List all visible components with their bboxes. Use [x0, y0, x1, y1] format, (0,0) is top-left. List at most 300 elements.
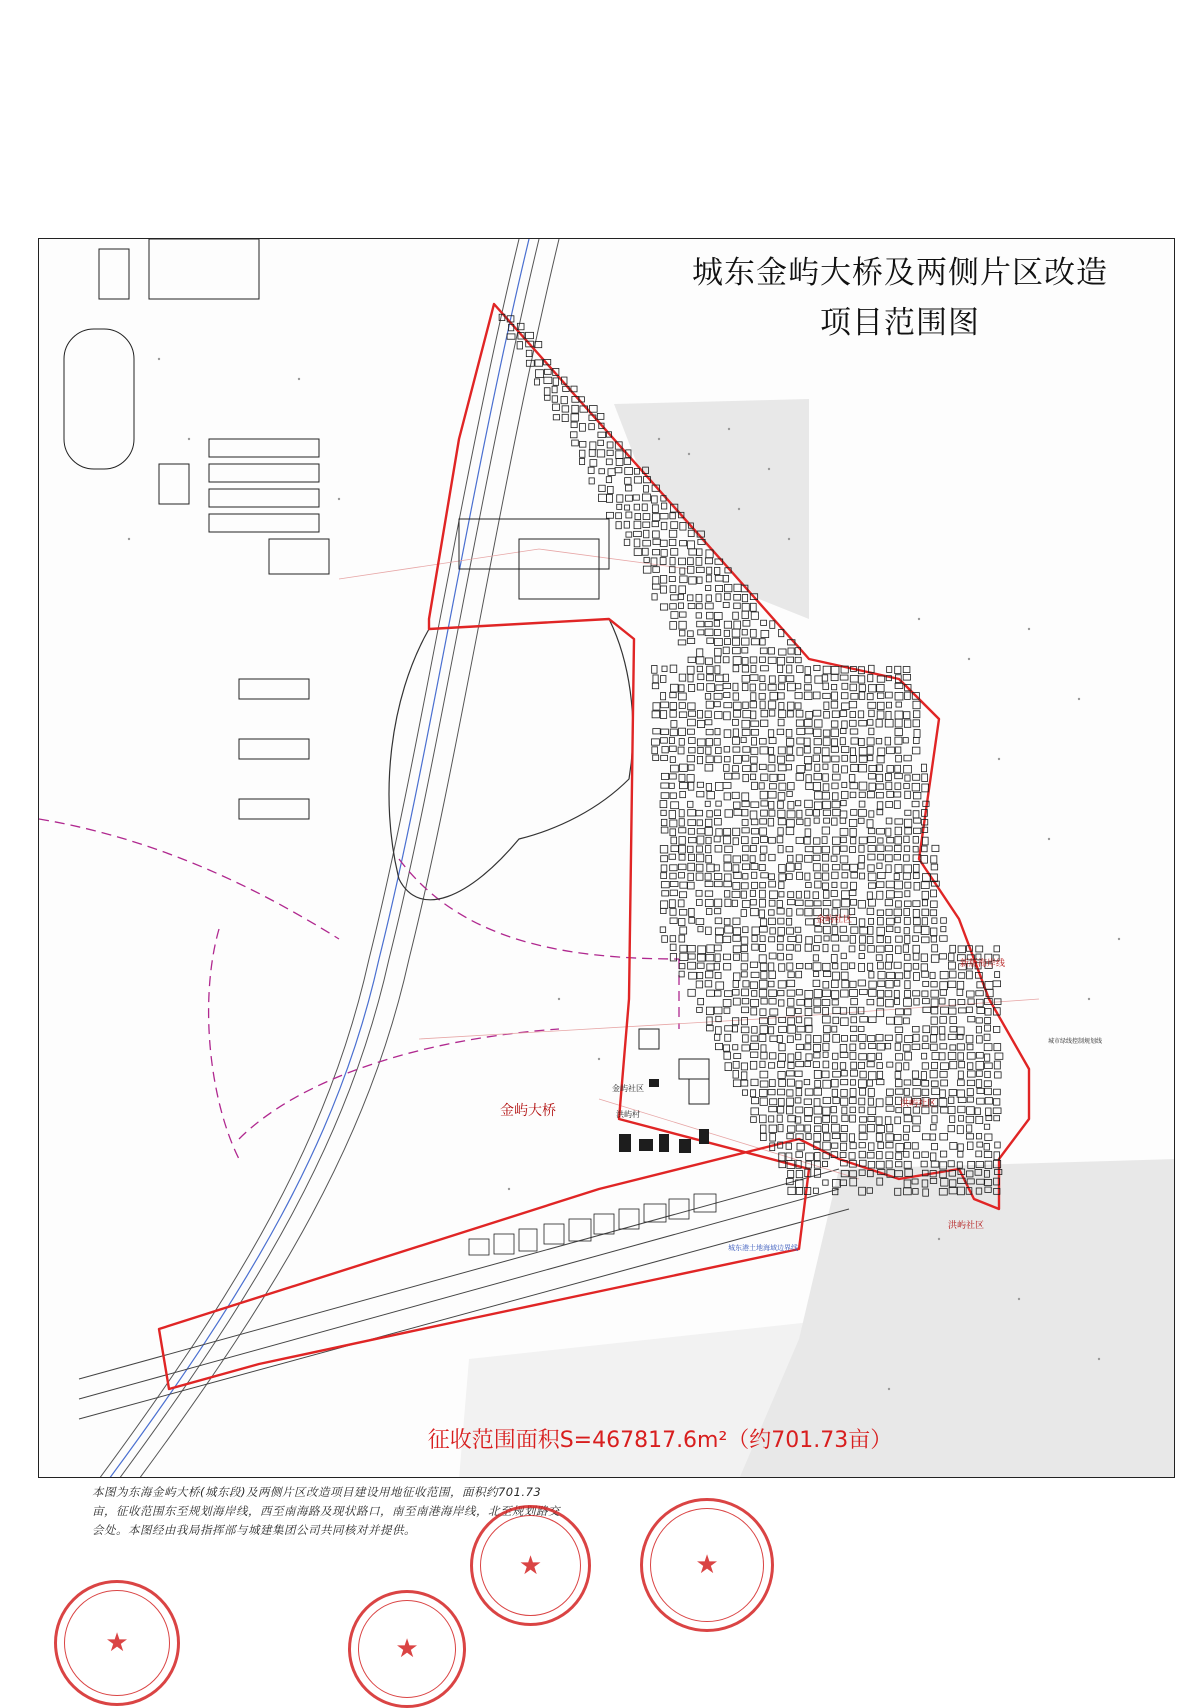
village-building: [778, 801, 784, 808]
village-building: [868, 899, 875, 906]
village-building: [715, 648, 722, 656]
village-building: [813, 755, 819, 761]
village-building: [895, 765, 901, 772]
village-building: [761, 810, 768, 816]
village-building: [705, 873, 711, 880]
village-building: [904, 901, 911, 906]
village-building: [895, 1117, 901, 1124]
village-building: [723, 1045, 729, 1051]
village-building: [813, 864, 820, 871]
village-building: [778, 845, 783, 852]
village-building: [715, 575, 723, 581]
village-building: [705, 629, 713, 636]
village-building: [743, 766, 751, 772]
village-building: [733, 928, 740, 935]
village-building: [894, 792, 901, 797]
village-building: [832, 980, 839, 987]
village-building: [768, 657, 776, 663]
village-building: [705, 558, 712, 564]
village-building: [743, 927, 748, 933]
village-building: [796, 1125, 804, 1131]
village-building: [823, 926, 830, 933]
village-building: [921, 926, 929, 934]
village-building: [904, 1018, 910, 1024]
village-building: [904, 755, 911, 761]
village-building: [869, 1017, 876, 1023]
village-building: [967, 1125, 972, 1132]
village-building: [788, 801, 794, 809]
village-building: [760, 701, 765, 709]
village-building: [733, 946, 741, 953]
village-building: [535, 379, 540, 385]
village-building: [661, 901, 668, 908]
village-building: [760, 854, 765, 860]
village-building: [705, 720, 712, 725]
village-building: [653, 729, 660, 734]
village-building: [697, 649, 703, 657]
village-building: [823, 784, 829, 791]
village-building: [696, 567, 704, 572]
village-building: [687, 595, 692, 601]
village-building: [976, 1071, 982, 1077]
village-building: [851, 882, 857, 889]
village-building: [842, 891, 850, 899]
village-building: [950, 1142, 957, 1149]
village-building: [535, 360, 543, 366]
village-building: [814, 1053, 820, 1058]
village-building: [714, 620, 719, 626]
village-building: [833, 1097, 839, 1103]
village-building: [813, 955, 818, 961]
village-building: [678, 864, 686, 870]
village-building: [679, 712, 686, 718]
village-building: [760, 828, 767, 835]
village-building: [894, 1134, 901, 1140]
village-building: [995, 1142, 1000, 1148]
village-building: [697, 683, 703, 690]
village-building: [832, 872, 838, 879]
village-building: [752, 782, 758, 789]
village-building: [572, 405, 578, 413]
village-building: [814, 946, 820, 951]
village-building: [913, 720, 919, 727]
village-building: [716, 594, 721, 602]
village-building: [751, 721, 759, 726]
village-building: [985, 1071, 991, 1077]
village-building: [742, 658, 748, 665]
village-building: [760, 919, 766, 926]
village-building: [859, 1133, 867, 1139]
village-building: [868, 883, 875, 888]
village-building: [885, 900, 892, 906]
village-building: [769, 676, 775, 683]
village-building: [805, 800, 813, 807]
village-building: [851, 738, 858, 744]
village-building: [813, 980, 820, 986]
village-building: [931, 901, 938, 908]
village-building: [885, 773, 891, 780]
village-building: [751, 829, 758, 834]
village-building: [822, 846, 829, 853]
village-building: [876, 1035, 883, 1041]
village-building: [840, 711, 847, 717]
village-building: [895, 1162, 901, 1167]
village-building: [877, 891, 883, 899]
village-building: [868, 873, 876, 881]
village-building: [742, 820, 748, 826]
village-building: [761, 630, 769, 637]
village-building: [878, 981, 885, 987]
village-building: [805, 728, 813, 734]
village-building: [867, 1152, 874, 1158]
village-building: [670, 865, 677, 871]
village-building: [660, 575, 666, 583]
village-building: [652, 683, 658, 689]
village-building: [590, 460, 597, 467]
village-building: [941, 1080, 948, 1086]
village-building: [696, 613, 701, 618]
village-building: [751, 639, 759, 645]
village-building: [885, 692, 892, 698]
village-building: [824, 1026, 831, 1033]
village-building: [661, 773, 668, 779]
village-building: [696, 873, 703, 880]
village-building: [697, 782, 703, 787]
village-building: [815, 720, 822, 727]
village-building: [770, 621, 775, 628]
village-building: [895, 999, 900, 1005]
village-building: [552, 396, 557, 402]
village-building: [688, 541, 695, 549]
village-building: [660, 586, 666, 593]
village-building: [670, 829, 676, 836]
village-building: [579, 423, 585, 431]
village-building: [788, 998, 794, 1006]
village-building: [715, 972, 721, 978]
village-building: [779, 703, 784, 710]
village-building: [769, 810, 775, 816]
village-building: [707, 666, 713, 673]
village-building: [805, 1125, 811, 1132]
village-building: [752, 935, 757, 941]
village-building: [895, 927, 900, 932]
village-building: [787, 820, 795, 827]
village-building: [840, 1044, 847, 1052]
village-building: [787, 1036, 793, 1043]
village-building: [886, 909, 892, 915]
village-building: [742, 729, 750, 735]
map-canvas: [39, 239, 1175, 1478]
village-building: [616, 513, 622, 519]
village-building: [940, 1151, 946, 1157]
village-building: [886, 702, 891, 708]
village-building: [868, 854, 875, 860]
village-building: [832, 927, 838, 935]
village-building: [914, 882, 920, 890]
village-building: [768, 730, 773, 737]
village-building: [705, 658, 712, 664]
village-building: [986, 1108, 991, 1116]
village-building: [932, 845, 939, 851]
village-building: [806, 1035, 811, 1043]
village-building: [832, 793, 838, 800]
village-building: [634, 504, 639, 510]
village-building: [742, 989, 749, 996]
village-building: [761, 710, 768, 717]
village-building: [922, 991, 928, 997]
village-building: [687, 566, 693, 573]
village-building: [851, 838, 856, 844]
village-building: [669, 854, 675, 859]
village-building: [734, 809, 742, 815]
village-building: [679, 703, 685, 709]
village-building: [842, 865, 849, 870]
village-building: [743, 747, 750, 753]
village-building: [678, 845, 685, 853]
village-building: [913, 991, 920, 996]
village-building: [788, 936, 796, 941]
village-building: [644, 530, 649, 538]
village-building: [913, 774, 920, 780]
village-building: [877, 863, 882, 868]
village-building: [680, 612, 687, 617]
village-building: [778, 1000, 784, 1006]
village-building: [670, 604, 677, 609]
village-building: [787, 1071, 795, 1076]
village-building: [760, 1061, 765, 1067]
village-building: [959, 1116, 964, 1121]
village-building: [786, 729, 792, 737]
village-building: [786, 764, 791, 769]
village-building: [707, 945, 714, 953]
village-building: [887, 838, 894, 843]
village-building: [876, 1099, 883, 1107]
village-building: [517, 342, 522, 349]
village-building: [616, 522, 621, 529]
village-building: [831, 991, 838, 999]
village-building: [886, 881, 894, 888]
village-building: [788, 1116, 796, 1122]
village-building: [606, 512, 613, 518]
village-building: [886, 711, 891, 719]
village-building: [705, 603, 713, 609]
village-building: [679, 971, 684, 977]
village-building: [779, 1054, 786, 1062]
village-building: [725, 1026, 733, 1031]
village-building: [653, 514, 660, 521]
village-building: [921, 954, 927, 961]
village-building: [904, 963, 911, 970]
village-building: [805, 818, 810, 826]
village-building: [561, 397, 567, 404]
village-building: [967, 1063, 972, 1070]
village-building: [905, 991, 911, 998]
village-building: [904, 1063, 909, 1070]
village-building: [822, 1124, 828, 1132]
village-building: [777, 944, 783, 950]
village-building: [904, 1143, 910, 1149]
village-building: [867, 791, 874, 797]
village-building: [886, 1017, 894, 1024]
village-building: [921, 764, 926, 772]
village-building: [707, 638, 714, 643]
village-building: [696, 846, 702, 852]
village-building: [660, 514, 668, 519]
village-building: [742, 647, 748, 653]
village-building: [923, 1036, 928, 1041]
village-building: [806, 937, 813, 944]
village-building: [725, 810, 733, 817]
village-building: [860, 1017, 868, 1022]
village-building: [687, 729, 694, 734]
village-building: [805, 990, 813, 998]
village-building: [913, 936, 919, 942]
village-building: [940, 1044, 947, 1049]
village-building: [850, 1089, 856, 1097]
village-building: [751, 693, 756, 701]
village-building: [643, 486, 648, 492]
village-building: [822, 748, 829, 756]
village-building: [877, 910, 883, 916]
village-building: [680, 945, 687, 952]
village-building: [678, 603, 683, 609]
village-building: [786, 1143, 791, 1149]
village-building: [805, 1116, 812, 1121]
village-building: [967, 1097, 973, 1102]
village-building: [895, 865, 902, 873]
village-building: [743, 981, 749, 987]
village-building: [616, 451, 623, 459]
village-building: [643, 514, 650, 520]
village-building: [742, 809, 748, 815]
village-building: [716, 747, 722, 753]
village-building: [985, 1018, 991, 1024]
village-building: [787, 863, 795, 871]
village-building: [598, 432, 606, 437]
village-building: [823, 1142, 830, 1150]
village-building: [750, 982, 757, 989]
village-building: [841, 729, 846, 734]
village-building: [723, 575, 728, 582]
village-building: [958, 1008, 966, 1013]
village-building: [760, 1125, 766, 1133]
village-building: [770, 1009, 778, 1015]
village-building: [688, 719, 696, 726]
village-building: [850, 783, 858, 789]
village-building: [696, 604, 702, 609]
village-building: [814, 990, 822, 998]
village-building: [850, 792, 856, 797]
village-building: [886, 865, 891, 873]
village-building: [750, 1061, 756, 1069]
village-building: [741, 1080, 748, 1086]
village-building: [779, 865, 786, 873]
village-building: [895, 1043, 900, 1050]
village-building: [786, 874, 792, 880]
village-building: [724, 757, 730, 762]
village-building: [841, 972, 848, 979]
village-building: [814, 1099, 820, 1107]
village-building: [859, 782, 867, 790]
village-building: [687, 638, 694, 643]
village-building: [850, 1107, 855, 1113]
village-building: [931, 1125, 936, 1130]
village-building: [759, 864, 765, 870]
village-building: [823, 1008, 829, 1015]
village-building: [697, 972, 703, 978]
village-building: [840, 1152, 846, 1157]
village-building: [914, 926, 921, 933]
village-building: [688, 962, 696, 969]
village-building: [805, 944, 812, 951]
village-building: [734, 954, 740, 960]
village-building: [876, 1133, 882, 1141]
village-building: [887, 1124, 893, 1132]
village-building: [733, 729, 738, 737]
village-building: [895, 827, 902, 835]
official-seal-3: [348, 1590, 466, 1708]
village-building: [679, 854, 685, 860]
village-building: [832, 818, 837, 825]
village-building: [993, 981, 1001, 987]
village-building: [815, 873, 821, 879]
village-building: [778, 793, 785, 801]
village-building: [652, 505, 658, 513]
village-building: [922, 1089, 929, 1095]
village-building: [698, 630, 704, 635]
village-building: [904, 954, 910, 960]
village-building: [886, 818, 892, 824]
village-building: [760, 1009, 766, 1016]
village-building: [840, 1052, 848, 1057]
village-building: [851, 1062, 857, 1069]
village-building: [850, 981, 856, 987]
village-building: [768, 1089, 775, 1094]
village-building: [940, 1090, 946, 1098]
village-building: [940, 1133, 948, 1140]
village-building: [895, 837, 902, 844]
village-building: [851, 764, 858, 771]
village-building: [679, 621, 686, 629]
village-building: [770, 928, 775, 934]
village-building: [778, 828, 783, 835]
village-building: [788, 972, 794, 978]
village-building: [733, 802, 740, 808]
village-building: [804, 747, 810, 753]
village-building: [841, 1133, 847, 1141]
village-building: [670, 820, 677, 827]
village-building: [895, 692, 903, 700]
village-building: [977, 1008, 984, 1014]
village-building: [769, 999, 776, 1004]
bridge-label: 金屿大桥: [500, 1103, 556, 1119]
village-building: [571, 432, 578, 438]
village-building: [661, 856, 668, 862]
village-building: [660, 846, 667, 853]
village-building: [770, 1099, 777, 1105]
village-building: [823, 1043, 829, 1050]
village-building: [859, 945, 865, 950]
village-building: [912, 1026, 919, 1032]
village-building: [724, 963, 731, 969]
village-building: [787, 657, 794, 663]
village-building: [896, 936, 903, 942]
village-building: [669, 530, 676, 537]
village-building: [544, 369, 551, 374]
village-building: [589, 450, 595, 457]
village-building: [724, 1052, 730, 1059]
village-building: [670, 954, 676, 961]
